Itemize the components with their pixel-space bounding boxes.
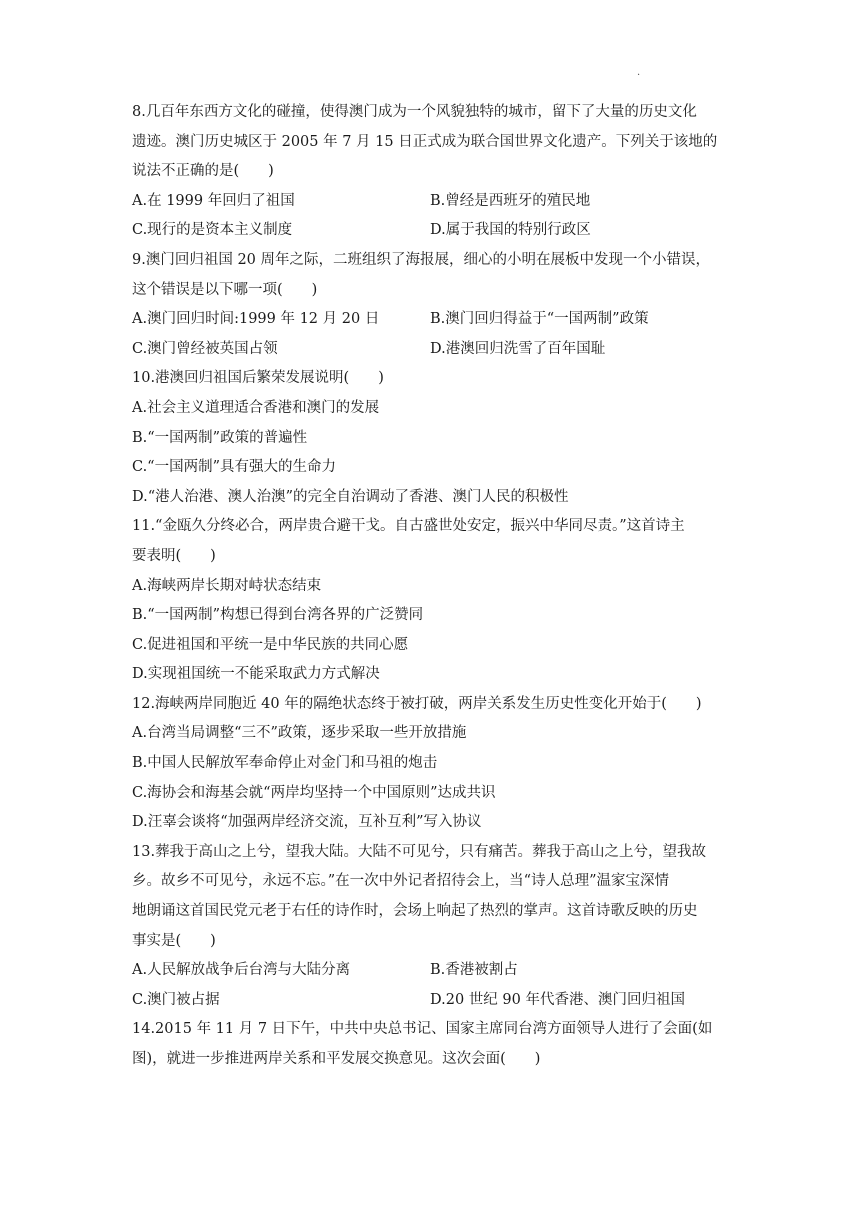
answer-option: B.“一国两制”政策的普遍性	[132, 429, 308, 446]
question-stem-line: 11.“金瓯久分终必合，两岸贵合避干戈。自古盛世处安定，振兴中华同尽责。”这首诗主	[132, 518, 685, 535]
answer-option: B.“一国两制”构想已得到台湾各界的广泛赞同	[132, 607, 424, 624]
question-stem-line: 10.港澳回归祖国后繁荣发展说明( )	[132, 370, 384, 387]
question-block	[132, 690, 732, 838]
question-list	[132, 98, 732, 1075]
answer-option: D.实现祖国统一不能采取武力方式解决	[132, 666, 380, 683]
question-stem-line: 14.2015 年 11 月 7 日下午，中共中央总书记、国家主席同台湾方面领导人进行了会面(如	[132, 1021, 713, 1038]
answer-option: D.“港人治港、澳人治澳”的完全自治调动了香港、澳门人民的积极性	[132, 488, 569, 505]
answer-option: D.20 世纪 90 年代香港、澳门回归祖国	[430, 991, 685, 1008]
answer-option: D.属于我国的特别行政区	[430, 222, 591, 239]
question-stem-line: 这个错误是以下哪一项( )	[132, 281, 318, 298]
option-row	[132, 187, 732, 217]
answer-option: C.澳门曾经被英国占领	[132, 340, 278, 357]
option-row	[132, 305, 732, 335]
answer-option: D.港澳回归洗雪了百年国耻	[430, 340, 606, 357]
question-block	[132, 1015, 732, 1074]
question-stem-line: 12.海峡两岸同胞近 40 年的隔绝状态终于被打破，两岸关系发生历史性变化开始于( )	[132, 695, 702, 712]
option-row	[132, 335, 732, 365]
answer-option: C.现行的是资本主义制度	[132, 222, 293, 239]
answer-option: A.海峡两岸长期对峙状态结束	[132, 577, 322, 594]
question-stem-line: 13.葬我于高山之上兮，望我大陆。大陆不可见兮，只有痛苦。葬我于高山之上兮，望我故	[132, 843, 707, 860]
question-block	[132, 838, 732, 1016]
option-row	[132, 986, 732, 1016]
answer-option: B.曾经是西班牙的殖民地	[430, 192, 591, 209]
question-block	[132, 246, 732, 364]
question-stem-line: 乡。故乡不可见兮，永远不忘。”在一次中外记者招待会上，当“诗人总理”温家宝深情	[132, 873, 669, 890]
question-stem-line: 事实是( )	[132, 932, 216, 949]
answer-option: B.中国人民解放军奉命停止对金门和马祖的炮击	[132, 755, 438, 772]
answer-option: C.海协会和海基会就“两岸均坚持一个中国原则”达成共识	[132, 784, 496, 801]
answer-option: A.在 1999 年回归了祖国	[132, 192, 295, 209]
answer-option: C.澳门被占据	[132, 991, 220, 1008]
question-stem-line: 8.几百年东西方文化的碰撞，使得澳门成为一个风貌独特的城市，留下了大量的历史文化	[132, 104, 697, 120]
answer-option: A.社会主义道理适合香港和澳门的发展	[132, 399, 380, 416]
answer-option: A.人民解放战争后台湾与大陆分离	[132, 962, 351, 979]
page-mark: ·	[637, 70, 641, 81]
answer-option: B.香港被割占	[430, 962, 518, 979]
answer-option: A.澳门回归时间:1999 年 12 月 20 日	[132, 311, 380, 328]
question-stem-line: 要表明( )	[132, 547, 216, 564]
answer-option: D.汪辜会谈将“加强两岸经济交流，互补互利”写入协议	[132, 814, 482, 831]
option-row	[132, 216, 732, 246]
question-block	[132, 364, 732, 512]
question-block	[132, 512, 732, 690]
question-stem-line: 地朗诵这首国民党元老于右任的诗作时，会场上响起了热烈的掌声。这首诗歌反映的历史	[132, 903, 698, 920]
answer-option: A.台湾当局调整“三不”政策，逐步采取一些开放措施	[132, 725, 467, 742]
question-stem-line: 遗迹。澳门历史城区于 2005 年 7 月 15 日正式成为联合国世界文化遗产。下列关于该地的	[132, 133, 718, 150]
answer-option: B.澳门回归得益于“一国两制”政策	[430, 311, 649, 328]
question-stem-line: 9.澳门回归祖国 20 周年之际，二班组织了海报展，细心的小明在展板中发现一个小错误，	[132, 251, 710, 268]
question-stem-line: 图)，就进一步推进两岸关系和平发展交换意见。这次会面( )	[132, 1051, 541, 1067]
answer-option: C.“一国两制”具有强大的生命力	[132, 459, 337, 476]
question-block	[132, 98, 732, 246]
option-row	[132, 956, 732, 986]
answer-option: C.促进祖国和平统一是中华民族的共同心愿	[132, 636, 409, 653]
question-stem-line: 说法不正确的是( )	[132, 163, 274, 180]
